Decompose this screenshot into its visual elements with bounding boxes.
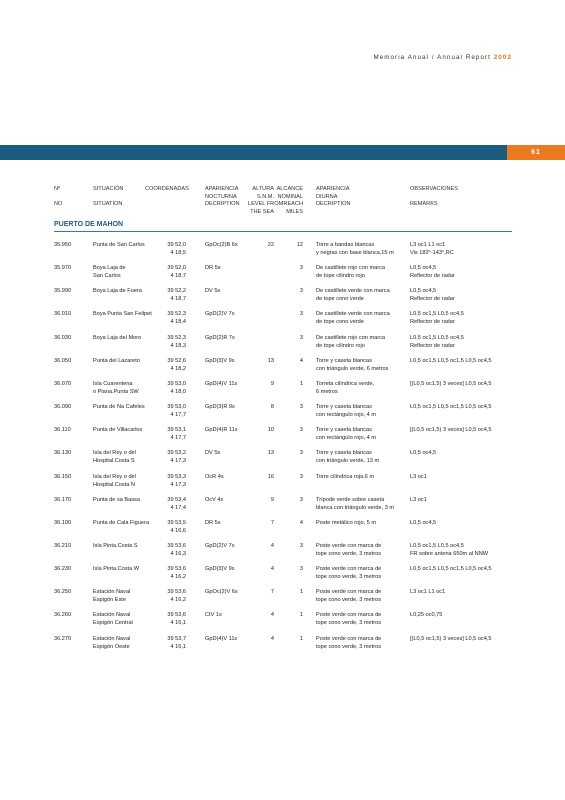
cell-noct: CtV 1s (205, 612, 222, 619)
cell-coord: 39 53,6 (167, 589, 186, 596)
cell-noct: GpD(4)R 11s (205, 427, 238, 434)
cell-diur: Poste verde con marca de (316, 635, 382, 642)
cell-diur: con rectángulo rojo, 4 m (316, 412, 377, 419)
cell-alt: 4 (270, 542, 274, 549)
table-row (0, 310, 565, 334)
cell-diur: Torre y caseta blancas (316, 427, 372, 434)
header-noct-2: NOCTURNA (205, 193, 237, 200)
table-row (0, 357, 565, 381)
header-alt-1: ALTURA (252, 186, 274, 192)
cell-coord: 39 53,6 (167, 566, 186, 573)
header-alc-4: MILES (286, 208, 303, 215)
cell-obs: L0,25 oc0,75 (410, 612, 443, 619)
header-alt-4: THE SEA (250, 208, 274, 215)
header-obs-2: REMARKS (410, 201, 438, 207)
cell-alc: 12 (296, 242, 303, 248)
header-alc-1: ALCANCE (276, 186, 303, 192)
cell-diur: Torreta cilíndrica verde, (316, 380, 375, 387)
cell-coord: 4 16,2 (170, 574, 186, 581)
header-diur-1: APARIENCIA (316, 186, 350, 192)
cell-obs: Vis 183°-143°,RC (410, 250, 454, 256)
table-row (0, 496, 565, 520)
cell-diur: 6 metros (316, 388, 338, 395)
cell-alt: 22 (267, 242, 274, 248)
cell-no: 36.050 (54, 357, 72, 364)
cell-diur: y negras con base blanca,15 m (316, 250, 394, 256)
cell-obs: FR sobre antena 650m al NNW (410, 550, 489, 557)
header-coordenadas-label: COORDENADAS (145, 186, 189, 192)
cell-obs: L0,5 oc1,5 L0,5 oc4,5 (410, 311, 464, 318)
cell-noct: GpD(3)V 9s (205, 357, 235, 364)
cell-no: 35.990 (54, 288, 72, 295)
cell-obs: [(L0,5 oc1,5) 3 veces] L0,5 oc4,5 (410, 427, 492, 434)
table-row (0, 611, 565, 635)
table-row (0, 380, 565, 404)
cell-coord: 4 16,1 (170, 643, 186, 650)
cell-diur: tope cono verde, 3 metros (316, 574, 381, 581)
cell-sit: Isla Pinta.Costa W (93, 566, 140, 573)
running-head (373, 54, 512, 61)
cell-coord: 39 53,6 (167, 612, 186, 619)
cell-no: 36.210 (54, 542, 72, 549)
cell-noct: DV 5s (205, 288, 221, 295)
cell-no: 35.950 (54, 242, 72, 248)
cell-diur: Torre cilíndrica roja,6 m (316, 473, 375, 480)
cell-alc: 3 (299, 566, 303, 573)
header-no-en: NO (54, 201, 63, 207)
cell-sit: Isla Cuarentena (93, 380, 133, 387)
cell-noct: GpD(2)V 7s (205, 311, 235, 318)
header-coordenadas (145, 186, 189, 194)
cell-coord: 39 53,3 (167, 473, 186, 480)
cell-diur: Poste verde con marca de (316, 589, 382, 596)
header-obs-1: OBSERVACIONES (410, 186, 458, 192)
cell-alt: 7 (270, 589, 274, 596)
cell-no: 36.250 (54, 589, 72, 596)
table-row (0, 426, 565, 450)
cell-alc: 1 (299, 380, 303, 387)
running-head-text: Memoria Anual / Annual Report (373, 54, 491, 61)
cell-sit: Punta de Na Cafeles (93, 404, 145, 411)
header-apariencia-nocturna (205, 186, 240, 209)
cell-diur: tope cono verde, 3 metros (316, 597, 381, 604)
cell-alc: 3 (299, 288, 303, 295)
cell-noct: GpD(3)R 9s (205, 404, 235, 411)
cell-alc: 1 (299, 635, 303, 642)
cell-sit: Espigón Oeste (93, 643, 130, 650)
cell-sit: Boya Laja de (93, 265, 126, 272)
cell-coord: 39 52,3 (167, 311, 186, 318)
cell-diur: Poste verde con marca de (316, 612, 382, 619)
cell-no: 36.010 (54, 311, 72, 318)
cell-diur: de tope cilindro rojo (316, 342, 365, 349)
cell-coord: 39 52,6 (167, 357, 186, 364)
cell-obs: L3 oc1 (410, 473, 427, 480)
cell-diur: con triángulo verde, 13 m (316, 458, 380, 465)
cell-diur: De castillete verde con marca (316, 311, 390, 318)
cell-alt: 16 (267, 473, 274, 480)
cell-alt: 7 (270, 519, 274, 526)
cell-diur: de tope cono verde (316, 296, 364, 303)
cell-coord: 39 53,7 (167, 635, 186, 642)
cell-noct: GpOc(2)B 6s (205, 242, 238, 248)
table-row (0, 519, 565, 543)
cell-diur: de tope cilindro rojo (316, 273, 365, 280)
cell-obs: Reflector de radar (410, 319, 455, 326)
cell-noct: GpOc(2)V 6s (205, 589, 238, 596)
cell-noct: GpD(4)V 11s (205, 635, 238, 642)
table-row (0, 542, 565, 566)
cell-coord: 39 52,0 (167, 242, 186, 248)
cell-diur: Torre a bandas blancas (316, 242, 375, 248)
header-apariencia-diurna (316, 186, 351, 209)
cell-noct: DR 5s (205, 265, 221, 272)
cell-coord: 39 52,3 (167, 334, 186, 341)
cell-alt: 9 (270, 380, 274, 387)
cell-obs: L0,5 oc4,5 (410, 450, 437, 457)
cell-coord: 39 52,0 (167, 265, 186, 272)
table-row (0, 241, 565, 265)
cell-coord: 4 18,0 (170, 388, 186, 395)
cell-sit: Espigón Central (93, 620, 133, 627)
cell-alt: 8 (270, 404, 274, 411)
cell-sit: Boya Laja de Fuera (93, 288, 142, 295)
cell-alc: 3 (299, 496, 303, 503)
cell-coord: 4 18,7 (170, 296, 186, 303)
cell-alc: 3 (299, 311, 303, 318)
table-row (0, 287, 565, 311)
cell-alc: 1 (299, 589, 303, 596)
cell-no: 36.190 (54, 519, 72, 526)
cell-no: 36.230 (54, 566, 72, 573)
cell-diur: Torre y caseta blancas (316, 404, 372, 411)
cell-coord: 4 16,1 (170, 620, 186, 627)
cell-diur: tope cono verde, 3 metros (316, 643, 381, 650)
header-band-blue (0, 145, 507, 160)
cell-coord: 4 17,4 (170, 504, 186, 511)
cell-alt: 4 (270, 566, 274, 573)
cell-diur: blanca con triángulo verde, 3 m (316, 504, 395, 511)
cell-no: 36.260 (54, 612, 72, 619)
cell-diur: de tope cono verde (316, 319, 364, 326)
cell-sit: Isla del Rey o del (93, 473, 136, 480)
page-number: 61 (507, 145, 565, 160)
cell-sit: Estación Naval (93, 612, 131, 619)
cell-no: 36.070 (54, 380, 72, 387)
header-alc-2: NOMINAL (277, 193, 303, 200)
cell-coord: 4 18,5 (170, 250, 186, 256)
cell-obs: L0,5 oc1,5 L0,5 oc1,5 L0,5 oc4,5 (410, 566, 492, 573)
table-row (0, 473, 565, 497)
cell-alc: 1 (299, 612, 303, 619)
cell-diur: Poste verde con marca de (316, 542, 382, 549)
header-diur-2: DIURNA (316, 193, 338, 200)
cell-obs: Reflector de radar (410, 273, 455, 280)
cell-diur: tope cono verde, 3 metros (316, 550, 381, 557)
header-situacion (93, 186, 123, 209)
header-diur-3: DECRIPTION (316, 201, 351, 207)
cell-alc: 3 (299, 542, 303, 549)
cell-diur: Torre y caseta blancas (316, 357, 372, 364)
table-row (0, 635, 565, 659)
cell-obs: L0,5 oc4,5 (410, 265, 437, 272)
cell-noct: GpD(2)R 7s (205, 334, 235, 341)
cell-diur: con rectángulo rojo, 4 m (316, 435, 377, 442)
cell-alt: 4 (270, 612, 274, 619)
cell-alt: 13 (267, 357, 274, 364)
table-row (0, 264, 565, 288)
header-noct-3: DECRIPTION (205, 201, 240, 207)
table-row (0, 449, 565, 473)
cell-coord: 39 53,2 (167, 450, 186, 457)
cell-coord: 39 53,4 (167, 496, 186, 503)
header-altura (248, 186, 284, 216)
cell-obs: L3 oc1 (410, 496, 427, 503)
cell-diur: tope cono verde, 3 metros (316, 620, 381, 627)
header-alt-3: LEVEL FROM (248, 201, 284, 207)
header-no (54, 186, 62, 209)
cell-sit: Punta de Cala Figuera (93, 519, 149, 526)
cell-alc: 3 (299, 473, 303, 480)
cell-obs: L0,5 oc1,5 L0,5 oc4,5 (410, 542, 464, 549)
cell-sit: Estación Naval (93, 589, 131, 596)
cell-noct: OcV 4s (205, 496, 224, 503)
cell-alt: 4 (270, 635, 274, 642)
cell-sit: Hospital.Costa S (93, 458, 135, 465)
section-title: PUERTO DE MAHON (54, 221, 124, 228)
cell-coord: 4 17,7 (170, 435, 186, 442)
header-situacion-es: SITUACIÓN (93, 186, 124, 192)
cell-coord: 4 18,2 (170, 365, 186, 372)
cell-coord: 4 18,3 (170, 342, 186, 349)
cell-coord: 39 53,0 (167, 404, 186, 411)
header-alc-3: REACH (283, 201, 303, 207)
cell-alc: 3 (299, 404, 303, 411)
cell-coord: 4 18,7 (170, 273, 186, 280)
cell-alc: 3 (299, 334, 303, 341)
cell-noct: DR 5s (205, 519, 221, 526)
cell-obs: L0,5 oc4,5 (410, 519, 437, 526)
cell-sit: Boya Laja del Moro (93, 334, 142, 341)
cell-sit: San Carlos (93, 273, 121, 280)
cell-coord: 39 53,1 (167, 427, 186, 434)
cell-no: 36.150 (54, 473, 72, 480)
cell-noct: GpD(2)V 7s (205, 542, 235, 549)
cell-diur: Poste metálico rojo, 5 m (316, 519, 377, 526)
cell-noct: OcR 4s (205, 473, 224, 480)
cell-alt: 10 (267, 427, 274, 434)
table-row (0, 403, 565, 427)
cell-sit: Isla Pinta.Costa S (93, 542, 138, 549)
cell-coord: 4 17,3 (170, 481, 186, 488)
cell-noct: GpD(4)V 11s (205, 380, 238, 387)
cell-diur: De castillete rojo con marca (316, 265, 386, 272)
cell-diur: De castillete rojo con marca (316, 334, 386, 341)
header-situacion-en: SITUATION (93, 201, 123, 207)
cell-obs: [(L0,5 oc1,5) 3 veces] L0,5 oc4,5 (410, 380, 492, 387)
cell-alc: 4 (299, 519, 303, 526)
header-noct-1: APARIENCIA (205, 186, 239, 192)
section-divider (54, 231, 512, 232)
cell-no: 36.270 (54, 635, 72, 642)
cell-obs: L3 oc1 L1 oc1 (410, 242, 446, 248)
table-row (0, 588, 565, 612)
cell-obs: [(L0,5 oc1,5) 3 veces] L0,5 oc4,5 (410, 635, 492, 642)
cell-alc: 3 (299, 427, 303, 434)
table-row (0, 334, 565, 358)
cell-noct: GpD(3)V 9s (205, 566, 235, 573)
cell-sit: Estación Naval (93, 635, 131, 642)
header-alcance (276, 186, 303, 216)
header-band (0, 145, 565, 160)
cell-alc: 3 (299, 450, 303, 457)
cell-coord: 4 18,4 (170, 319, 186, 326)
cell-diur: Poste verde con marca de (316, 566, 382, 573)
cell-obs: L0,5 oc1,5 L0,5 oc1,5 L0,5 oc4,5 (410, 357, 492, 364)
cell-sit: Punta de Villacarlos (93, 427, 143, 434)
cell-coord: 39 53,5 (167, 519, 186, 526)
header-observaciones (410, 186, 458, 209)
cell-sit: Isla del Rey o del (93, 450, 136, 457)
cell-coord: 39 53,0 (167, 380, 186, 387)
cell-obs: L3 oc1 L1 oc1 (410, 589, 446, 596)
cell-sit: Boya Punta San Felipet (93, 311, 152, 318)
cell-diur: Torre y caseta blancas (316, 450, 372, 457)
cell-obs: Reflector de radar (410, 342, 455, 349)
cell-diur: De castillete verde con marca (316, 288, 390, 295)
cell-no: 36.030 (54, 334, 72, 341)
cell-sit: Hospital.Costa N (93, 481, 135, 488)
cell-obs: Reflector de radar (410, 296, 455, 303)
header-alt-2: S.N.M. (256, 193, 274, 200)
table-row (0, 565, 565, 589)
cell-alc: 3 (299, 265, 303, 272)
cell-obs: L0,5 oc1,5 L0,5 oc1,5 L0,5 oc4,5 (410, 404, 492, 411)
cell-obs: L0,5 oc4,5 (410, 288, 437, 295)
cell-sit: Espigón Este (93, 597, 126, 604)
cell-coord: 4 16,3 (170, 550, 186, 557)
cell-noct: DV 5s (205, 450, 221, 457)
cell-obs: L0,5 oc1,5 L0,5 oc4,5 (410, 334, 464, 341)
cell-alt: 9 (270, 496, 274, 503)
running-head-year: 2002 (493, 54, 512, 61)
cell-diur: con triángulo verde, 6 metros (316, 365, 389, 372)
cell-no: 36.110 (54, 427, 71, 434)
cell-no: 35.970 (54, 265, 72, 272)
cell-sit: Punta del Lazareto (93, 357, 140, 364)
cell-no: 36.130 (54, 450, 72, 457)
cell-coord: 39 53,6 (167, 542, 186, 549)
cell-diur: Trípode verde sobre caseta (316, 496, 385, 503)
cell-coord: 4 16,6 (170, 527, 186, 534)
cell-sit: Punta de sa Bassa (93, 496, 140, 503)
cell-no: 36.090 (54, 404, 72, 411)
cell-sit: Punta de San Carlos (93, 242, 145, 248)
cell-alt: 13 (267, 450, 274, 457)
cell-coord: 4 16,2 (170, 597, 186, 604)
cell-coord: 4 17,3 (170, 458, 186, 465)
cell-coord: 39 52,2 (167, 288, 186, 295)
cell-alc: 4 (299, 357, 303, 364)
header-no-es: Nº (54, 186, 61, 192)
cell-no: 36.170 (54, 496, 72, 503)
cell-coord: 4 17,7 (170, 412, 186, 419)
cell-sit: o Plana.Punta SW (93, 388, 139, 395)
